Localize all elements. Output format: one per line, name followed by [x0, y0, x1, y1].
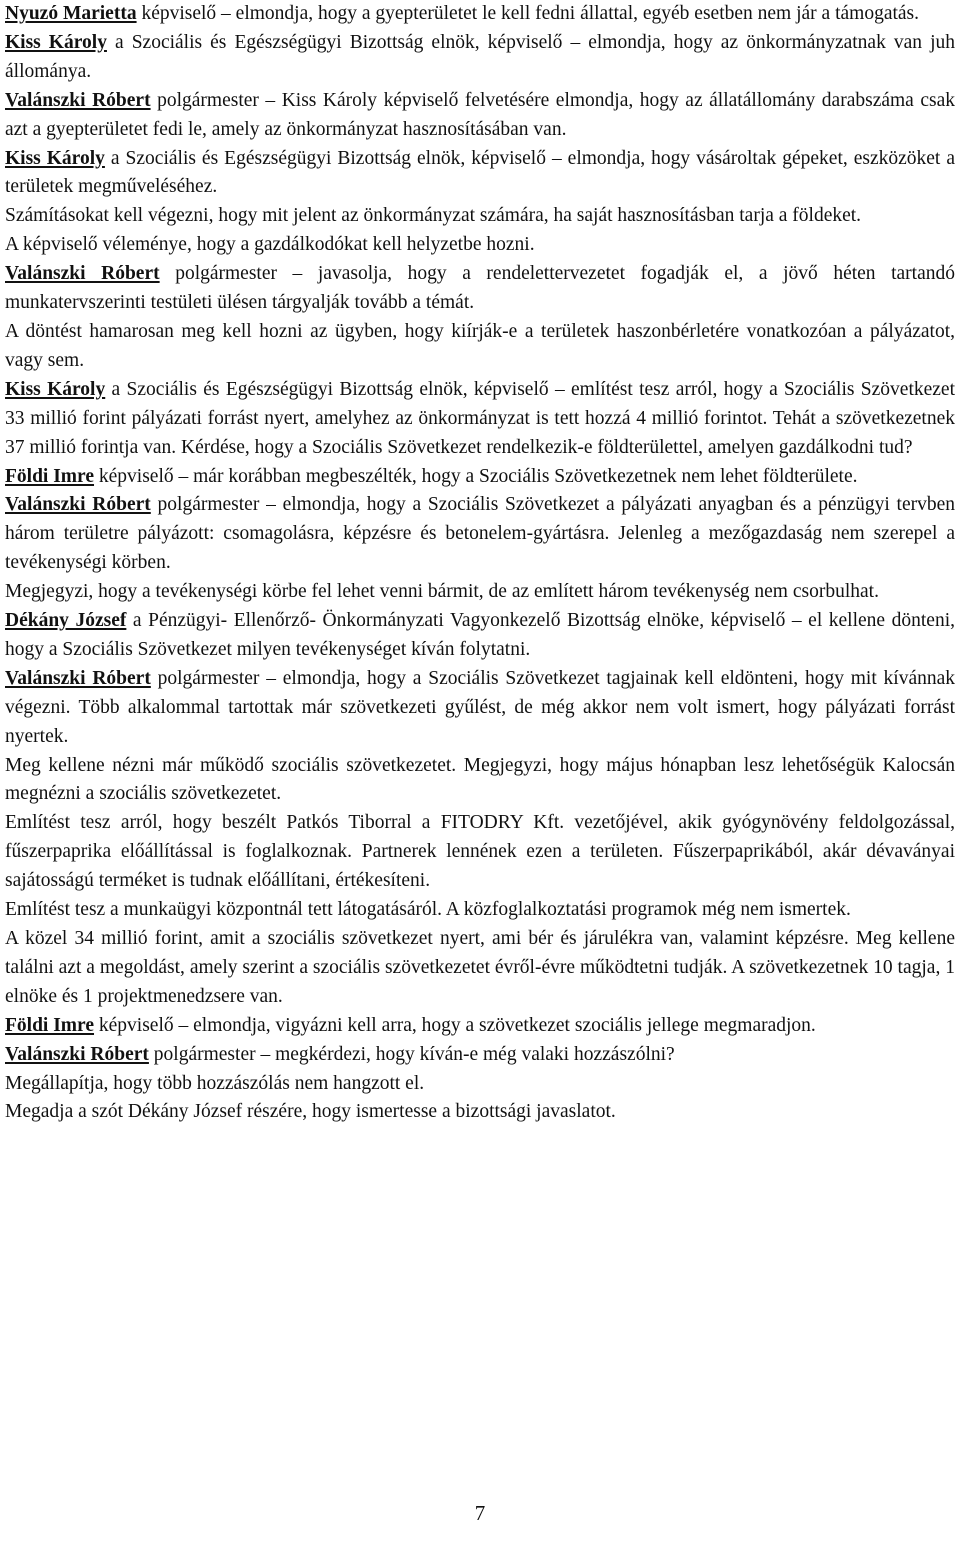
- paragraph: [5, 896, 955, 925]
- paragraph: [5, 29, 955, 87]
- paragraph: [5, 0, 955, 29]
- paragraph: [5, 318, 955, 376]
- paragraph-text: Említést tesz arról, hogy beszélt Patkós Tiborral a FITODRY Kft. vezetőjével, akik gyógynövény feldolgozással, fűszerpaprika előállítással is foglalkoznak. Partnerek lennének ezen a területen. Fűszerpaprikából, akár dévaványai sajátosságú terméket is tudnak előállítani, értékesíteni.: [5, 812, 955, 892]
- paragraph-text: Megállapítja, hogy több hozzászólás nem hangzott el.: [5, 1072, 425, 1094]
- speaker-name: Dékány József: [5, 610, 127, 632]
- paragraph: [5, 925, 955, 1012]
- paragraph-text: A képviselő véleménye, hogy a gazdálkodókat kell helyzetbe hozni.: [5, 234, 535, 256]
- paragraph: [5, 1098, 955, 1127]
- paragraph: [5, 1012, 955, 1041]
- paragraph: [5, 578, 955, 607]
- paragraph-text: A közel 34 millió forint, amit a szociális szövetkezet nyert, ami bér és járulékra van, valamint képzésre. Meg kellene találni azt a megoldást, amely szerint a szociális szövetkezetet évről-évre működtetni tudják. A szövetkezetnek 10 tagja, 1 elnöke és 1 projektmenedzsere van.: [5, 928, 955, 1007]
- paragraph: [5, 231, 955, 260]
- paragraph-text: Megjegyzi, hogy a tevékenységi körbe fel lehet venni bármit, de az említett három tevékenység nem csorbulhat.: [5, 581, 879, 603]
- paragraph: [5, 1041, 955, 1070]
- paragraph-text: képviselő – elmondja, vigyázni kell arra, hogy a szövetkezet szociális jellege megmaradjon.: [94, 1014, 816, 1036]
- paragraph: [5, 463, 955, 492]
- speaker-name: Földi Imre: [5, 465, 95, 487]
- speaker-name: Valánszki Róbert: [5, 494, 151, 516]
- speaker-name: Nyuzó Marietta: [5, 3, 137, 24]
- paragraph: [5, 752, 955, 810]
- paragraph-text: a Pénzügyi- Ellenőrző- Önkormányzati Vagyonkezelő Bizottság elnöke, képviselő – el kellene dönteni, hogy a Szociális Szövetkezet milyen tevékenységet kíván folytatni.: [5, 610, 955, 660]
- paragraph-text: Számításokat kell végezni, hogy mit jelent az önkormányzat számára, ha saját hasznosításban tarja a földeket.: [5, 205, 862, 227]
- speaker-name: Valánszki Róbert: [5, 667, 151, 689]
- paragraph-text: A döntést hamarosan meg kell hozni az ügyben, hogy kiírják-e a területek haszonbérletére vonatkozóan a pályázatot, vagy sem.: [5, 320, 955, 371]
- document-body: [5, 0, 955, 1127]
- paragraph: [5, 607, 955, 665]
- paragraph: [5, 87, 955, 145]
- paragraph: [5, 145, 955, 203]
- paragraph-text: a Szociális és Egészségügyi Bizottság elnök, képviselő – elmondja, hogy vásároltak gépeket, eszközöket a területek megműveléséhez.: [5, 147, 955, 198]
- speaker-name: Valánszki Róbert: [5, 263, 160, 285]
- paragraph-text: polgármester – elmondja, hogy a Szociális Szövetkezet tagjainak kell eldönteni, hogy mit kívánnak végezni. Több alkalommal tartottak már szövetkezeti gyűlést, de még akkor nem volt ismert, hogy pályázati forrást nyertek.: [5, 667, 956, 747]
- speaker-name: Valánszki Róbert: [5, 1043, 149, 1065]
- paragraph: [5, 376, 955, 463]
- speaker-name: Kiss Károly: [5, 147, 105, 169]
- paragraph: [5, 1070, 955, 1099]
- speaker-name: Kiss Károly: [5, 31, 107, 53]
- page-number: 7: [474, 1501, 486, 1525]
- paragraph: [5, 665, 955, 752]
- paragraph: [5, 809, 955, 896]
- speaker-name: Földi Imre: [5, 1014, 95, 1036]
- paragraph: [5, 202, 955, 231]
- paragraph: [5, 260, 955, 318]
- speaker-name: Valánszki Róbert: [5, 89, 151, 111]
- paragraph-text: polgármester – Kiss Károly képviselő felvetésére elmondja, hogy az állatállomány darabszáma csak azt a gyepterületet fedi le, amely az önkormányzat hasznosításában van.: [5, 89, 955, 140]
- speaker-name: Kiss Károly: [5, 378, 106, 400]
- paragraph: [5, 491, 955, 578]
- paragraph-text: képviselő – már korábban megbeszélték, hogy a Szociális Szövetkezetnek nem lehet földterülete.: [94, 465, 858, 487]
- paragraph-text: a Szociális és Egészségügyi Bizottság elnök, képviselő – elmondja, hogy az önkormányzatnak van juh állománya.: [5, 31, 955, 82]
- paragraph-text: polgármester – javasolja, hogy a rendelettervezetet fogadják el, a jövő héten tartandó munkatervszerinti testületi ülésen tárgyalják tovább a témát.: [5, 263, 956, 314]
- paragraph-text: Említést tesz a munkaügyi központnál tett látogatásáról. A közfoglalkoztatási programok még nem ismertek.: [5, 899, 851, 921]
- paragraph-text: képviselő – elmondja, hogy a gyepterületet le kell fedni állattal, egyéb esetben nem jár a támogatás.: [136, 3, 920, 24]
- paragraph-text: Meg kellene nézni már működő szociális szövetkezetet. Megjegyzi, hogy május hónapban lesz lehetőségük Kalocsán megnézni a szociális szövetkezetet.: [5, 754, 955, 805]
- paragraph-text: polgármester – megkérdezi, hogy kíván-e még valaki hozzászólni?: [148, 1043, 675, 1065]
- paragraph-text: Megadja a szót Dékány József részére, hogy ismertesse a bizottsági javaslatot.: [5, 1101, 616, 1123]
- paragraph-text: polgármester – elmondja, hogy a Szociális Szövetkezet a pályázati anyagban és a pénzügyi tervben három területre pályázott: csomagolásra, képzésre és betonelem-gyártásra. Jelenleg a mezőgazdaság nem szerepel a tevékenységi körben.: [5, 494, 956, 574]
- paragraph-text: a Szociális és Egészségügyi Bizottság elnök, képviselő – említést tesz arról, hogy a Szociális Szövetkezet 33 millió forint pályázati forrást nyert, amelyhez az önkormányzat is tett hozzá 4 millió forintot. Tehát a szövetkezetnek 37 millió forintja van. Kérdése, hogy a Szociális Szövetkezet rendelkezik-e földterülettel, amelyen gazdálkodni tud?: [5, 378, 955, 458]
